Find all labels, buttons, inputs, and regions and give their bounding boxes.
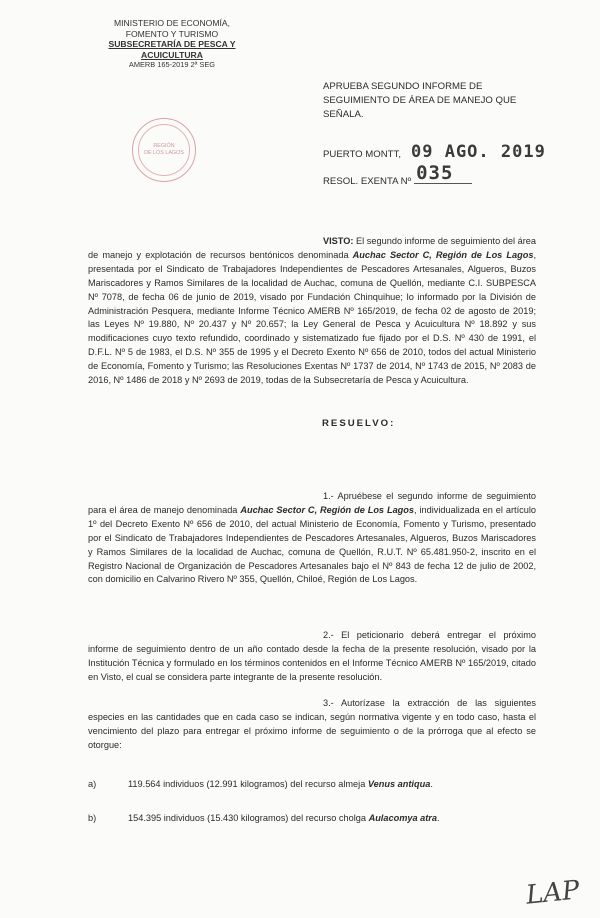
resolution-number-blank	[414, 162, 472, 184]
place-label: PUERTO MONTT,	[323, 149, 401, 160]
visto-label: VISTO:	[323, 236, 354, 246]
list-item	[88, 778, 536, 792]
article-1-area-name: Auchac Sector C, Región de Los Lagos	[240, 504, 415, 515]
header-line-fomento: FOMENTO Y TURISMO	[125, 28, 219, 39]
resolution-label: RESOL. EXENTA Nº	[323, 176, 412, 187]
place-date	[323, 142, 546, 162]
handwritten-initials-signature: LAP	[525, 875, 582, 911]
article-2-text: 2.- El peticionario deberá entregar el próximo informe de seguimiento dentro de un año contado desde la fecha de la presente resolución, visado por la Institución Técnica y formulado en los términos contenidos en el Informe Técnico AMERB Nº 165/2019, citado en Visto, el cual se considera parte integrante de la presente resolución.	[88, 630, 536, 682]
header-line-subsecretaria: SUBSECRETARÍA DE PESCA Y ACUICULTURA	[108, 39, 236, 60]
article-3	[88, 697, 536, 753]
office-stamp	[132, 118, 196, 182]
item-a-species: Venus antiqua	[367, 779, 431, 789]
resolution-number-line	[323, 162, 472, 187]
resolution-number: 035	[416, 162, 454, 184]
article-3-text: 3.- Autorízase la extracción de las siguientes especies en las cantidades que en cada caso se indican, según normativa vigente y en todo caso, hasta el vencimiento del plazo para entregar el próximo informe de seguimiento o de la prórroga que al efecto se otorgue:	[88, 698, 536, 750]
ministry-header	[82, 18, 262, 71]
document-subject: APRUEBA SEGUNDO INFORME DE SEGUIMIENTO DE ÁREA DE MANEJO QUE SEÑALA.	[323, 81, 517, 120]
header-line-reference: AMERB 165-2019 2ª SEG	[128, 60, 216, 70]
stamp-line-1: REGIÓN	[153, 143, 175, 149]
item-b-text: 154.395 individuos (15.430 kilogramos) del recurso cholga	[128, 813, 369, 823]
visto-text-1: El segundo informe de seguimiento del área de manejo y explotación de recursos bentónicos denominada	[88, 236, 536, 260]
item-b-species: Aulacomya atra	[368, 813, 437, 823]
handwritten-date: 09 AGO. 2019	[411, 142, 546, 162]
item-b-label: b)	[88, 813, 97, 823]
list-item	[88, 812, 536, 826]
visto-area-name: Auchac Sector C, Región de Los Lagos	[352, 249, 534, 260]
visto-text-2: , presentada por el Sindicato de Trabajadores Independientes de Pescadores Artesanales, Algueros, Buzos Mariscadores y Ramos Similares de la localidad de Auchac, comuna de Quellón, mediante C.I. SUBPESCA Nº 7078, de fecha 06 de junio de 2019, visado por Fundación Chinquihue; lo informado por la División de Administración Pesquera, mediante Informe Técnico AMERB Nº 165/2019, de fecha 02 de agosto de 2019; las Leyes Nº 19.880, Nº 20.437 y Nº 20.657; la Ley General de Pesca y Acuicultura Nº 18.892 y sus modificaciones cuyo texto refundido, coordinado y sistematizado fue fijado por el D.S. Nº 430 de 1991, el D.F.L. Nº 5 de 1983, el D.S. Nº 355 de 1995 y el Decreto Exento Nº 656 de 2010, todos del actual Ministerio de Economía, Fomento y Turismo; las Resoluciones Exentas Nº 1737 de 2014, Nº 1743 de 2015, Nº 2083 de 2016, Nº 1486 de 2018 y Nº 2693 de 2019, todas de la Subsecretaría de Pesca y Acuicultura.	[88, 249, 537, 386]
item-a-end: .	[430, 779, 433, 789]
visto-paragraph	[88, 235, 536, 388]
stamp-line-2: DE LOS LAGOS	[144, 150, 184, 156]
article-2	[88, 629, 536, 685]
item-a-label: a)	[88, 779, 97, 789]
header-line-ministry: MINISTERIO DE ECONOMÍA,	[113, 18, 231, 28]
article-1	[88, 490, 536, 587]
resuelvo-heading: RESUELVO:	[322, 418, 396, 429]
item-a-text: 119.564 individuos (12.991 kilogramos) del recurso almeja	[128, 779, 368, 789]
article-1-text-2: , individualizada en el artículo 1º del Decreto Exento Nº 656 de 2010, del actual Ministerio de Economía, Fomento y Turismo, presentado por el Sindicato de Trabajadores Independientes de Pescadores Artesanales, Algueros, Buzos Mariscadores y Ramos Similares de la localidad de Auchac, comuna de Quellón, R.U.T. Nº 65.481.950-2, inscrito en el Registro Nacional de Organización de Pescadores Artesanales bajo el Nº 843 de fecha 12 de julio de 2002, con domicilio en Calvarino Rivero Nº 355, Quellón, Chiloé, Región de Los Lagos.	[88, 504, 536, 585]
item-b-end: .	[437, 813, 440, 823]
article-1-text-1: 1.- Apruébese el segundo informe de seguimiento para el área de manejo denominada	[88, 491, 536, 515]
